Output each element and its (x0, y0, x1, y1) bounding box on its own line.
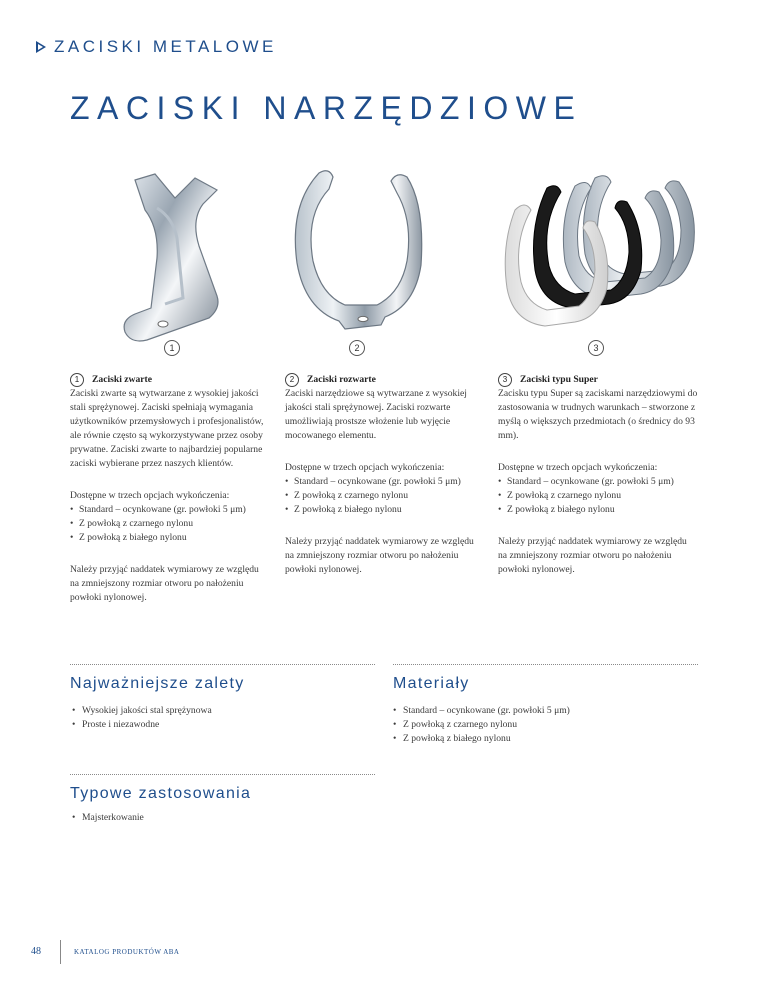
advantages-heading: Najważniejsze zalety (70, 675, 245, 692)
product-description: Zacisku typu Super są zaciskami narzędziowymi do zastosowania w trudnych warunkach – stworzone z myślą o większych przedmiotach (o średnicy do 93 mm). (498, 388, 698, 441)
product-note: Należy przyjąć naddatek wymiarowy ze względu na zmniejszony rozmiar otworu po nałożeniu powłoki nylonowej. (70, 564, 259, 603)
option-item: • Z powłoką z białego nylonu (498, 503, 698, 517)
product-heading (498, 373, 698, 387)
figure-number-2: 2 (349, 340, 365, 356)
advantage-item: • Wysokiej jakości stal sprężynowa (72, 704, 212, 718)
options-intro: Dostępne w trzech opcjach wykończenia: (498, 462, 658, 473)
options-intro: Dostępne w trzech opcjach wykończenia: (285, 462, 445, 473)
product-title: Zaciski zwarte (92, 374, 152, 385)
product-title: Zaciski typu Super (520, 374, 598, 385)
materials-heading: Materiały (393, 675, 470, 692)
option-item: • Z powłoką z białego nylonu (70, 531, 270, 545)
option-item: • Standard – ocynkowane (gr. powłoki 5 μm) (285, 475, 485, 489)
option-item: • Z powłoką z czarnego nylonu (285, 489, 485, 503)
product-column-1 (70, 373, 270, 623)
material-item: • Standard – ocynkowane (gr. powłoki 5 μm) (393, 704, 570, 718)
section-header (36, 37, 277, 57)
option-item: • Z powłoką z białego nylonu (285, 503, 485, 517)
options-list (498, 475, 698, 517)
material-item: • Z powłoką z czarnego nylonu (393, 718, 570, 732)
product-number: 2 (285, 373, 299, 387)
triangle-icon (36, 41, 46, 53)
product-column-3 (498, 373, 698, 595)
figure-number-1: 1 (164, 340, 180, 356)
divider (393, 664, 698, 665)
product-description: Zaciski narzędziowe są wytwarzane z wysokiej jakości stali sprężynowej. Zaciski rozwarte umożliwiają prostsze włożenie lub wyjęcie mocowanego elementu. (285, 388, 467, 441)
materials-list (393, 704, 570, 746)
divider (70, 774, 375, 775)
catalog-name: KATALOG PRODUKTÓW ABA (74, 948, 180, 956)
option-item: • Z powłoką z czarnego nylonu (498, 489, 698, 503)
options-list (70, 503, 270, 545)
product-note: Należy przyjąć naddatek wymiarowy ze względu na zmniejszony rozmiar otworu po nałożeniu powłoki nylonowej. (285, 536, 474, 575)
product-heading (285, 373, 485, 387)
footer-divider (60, 940, 61, 964)
application-item: • Majsterkowanie (72, 811, 144, 825)
clip-super-image (475, 170, 700, 335)
advantages-list (72, 704, 212, 732)
page-title: ZACISKI NARZĘDZIOWE (70, 90, 583, 126)
clip-closed-image (95, 168, 245, 348)
options-list (285, 475, 485, 517)
option-item: • Standard – ocynkowane (gr. powłoki 5 μm) (70, 503, 270, 517)
product-title: Zaciski rozwarte (307, 374, 376, 385)
clip-open-image (285, 165, 430, 340)
option-item: • Z powłoką z czarnego nylonu (70, 517, 270, 531)
product-column-2 (285, 373, 485, 595)
product-number: 3 (498, 373, 512, 387)
advantage-item: • Proste i niezawodne (72, 718, 212, 732)
material-item: • Z powłoką z białego nylonu (393, 732, 570, 746)
applications-heading: Typowe zastosowania (70, 785, 252, 802)
figure-number-3: 3 (588, 340, 604, 356)
product-number: 1 (70, 373, 84, 387)
options-intro: Dostępne w trzech opcjach wykończenia: (70, 490, 230, 501)
applications-list (72, 811, 144, 825)
divider (70, 664, 375, 665)
product-note: Należy przyjąć naddatek wymiarowy ze względu na zmniejszony rozmiar otworu po nałożeniu powłoki nylonowej. (498, 536, 687, 575)
option-item: • Standard – ocynkowane (gr. powłoki 5 μm) (498, 475, 698, 489)
page-number: 48 (31, 946, 41, 957)
product-description: Zaciski zwarte są wytwarzane z wysokiej jakości stali sprężynowej. Zaciski spełniają wymagania użytkowników przemysłowych i profesjonalistów, ale równie często są wykorzystywane przez osoby prywatne. Zaciski zwarte to najbardziej popularne zaciski wybierane przez naszych klientów. (70, 388, 264, 469)
product-heading (70, 373, 270, 387)
section-label: ZACISKI METALOWE (54, 37, 277, 56)
